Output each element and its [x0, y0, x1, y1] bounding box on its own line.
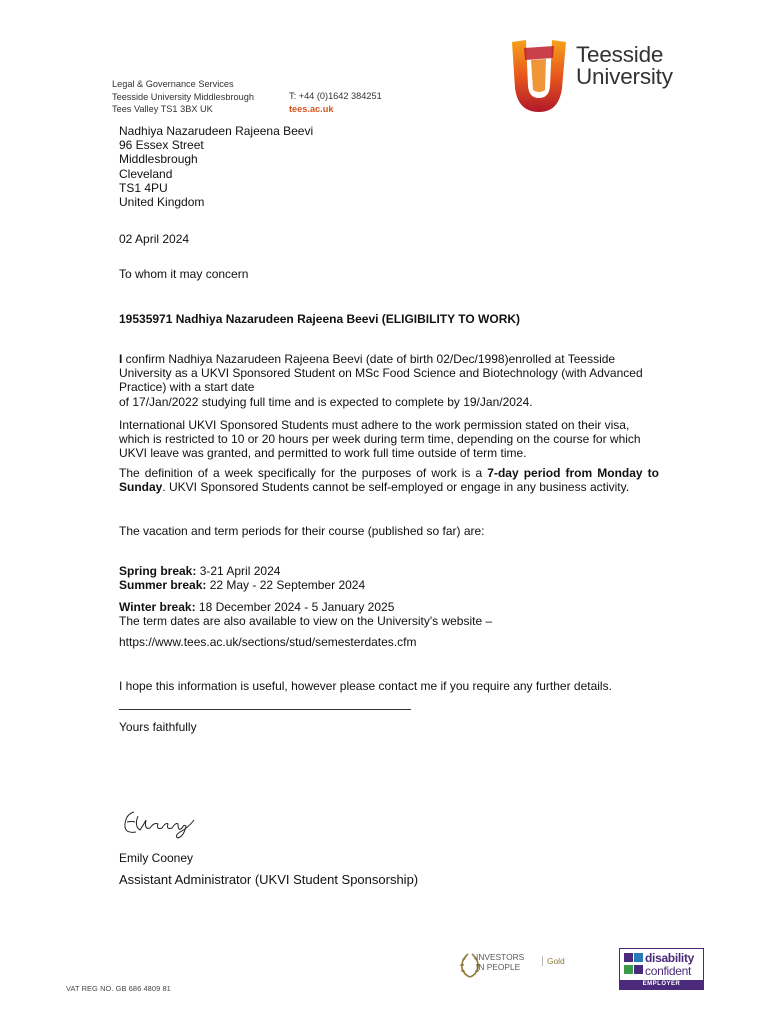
phone-number: T: +44 (0)1642 384251 [289, 91, 382, 101]
summer-break [119, 578, 659, 592]
vat-number: VAT REG NO. GB 686 4809 81 [66, 984, 171, 993]
dc-square-icon [634, 953, 643, 962]
winter-break [119, 600, 659, 614]
disability-confident-logo [619, 948, 704, 990]
break-value: 22 May - 22 September 2024 [206, 578, 366, 592]
address-line: Cleveland [119, 166, 173, 181]
break-value: 18 December 2024 - 5 January 2025 [195, 600, 395, 614]
sender-line: Legal & Governance Services [112, 79, 234, 89]
paragraph-text: confirm Nadhiya Nazarudeen Rajeena Beevi (date of birth 02/Dec/1998)enrolled at Teesside University as a UKVI Sponsored Student on MSc Food Science and Biotechnology (with Advanced Practice) with a start date [119, 352, 643, 395]
investors-in-people-text [476, 952, 524, 972]
recipient-address [119, 124, 313, 209]
address-line: 96 Essex Street [119, 138, 204, 153]
week-definition-paragraph [119, 466, 659, 494]
sign-off: Yours faithfully [119, 720, 197, 734]
bold-text: 7-day period from Monday to Sunday [119, 466, 659, 495]
address-line: Nadhiya Nazarudeen Rajeena Beevi [119, 124, 314, 138]
confirmation-paragraph [119, 352, 659, 395]
logo-line: Teesside [576, 42, 664, 67]
term-dates-text: The term dates are also available to view on the University's website – [119, 614, 493, 628]
break-label: Winter break: [119, 600, 196, 614]
break-value: 3-21 April 2024 [196, 564, 281, 578]
iip-line: INVESTORS [476, 952, 525, 962]
logo-wordmark [576, 44, 673, 88]
closing-paragraph: I hope this information is useful, however please contact me if you require any further details. [119, 679, 612, 693]
address-line: Middlesbrough [119, 152, 198, 167]
confirmation-dates: of 17/Jan/2022 studying full time and is expected to complete by 19/Jan/2024. [119, 395, 533, 409]
website-link[interactable]: tees.ac.uk [289, 103, 334, 114]
address-line: TS1 4PU [119, 180, 168, 195]
sender-line: Tees Valley TS1 3BX UK [112, 104, 213, 114]
paragraph-text: . UKVI Sponsored Students cannot be self-employed or engage in any business activity. [162, 480, 630, 495]
letter-date: 02 April 2024 [119, 232, 190, 246]
sender-line: Teesside University Middlesbrough [112, 91, 254, 102]
handwritten-signature [120, 806, 200, 842]
dc-badge: EMPLOYER [620, 980, 703, 989]
logo-line: University [576, 64, 673, 89]
signatory-name: Emily Cooney [119, 851, 194, 865]
signatory-title: Assistant Administrator (UKVI Student Sponsorship) [119, 872, 419, 887]
divider [119, 709, 411, 710]
paragraph-lead: I [119, 352, 123, 366]
address-line: United Kingdom [119, 195, 205, 210]
term-dates-url[interactable]: https://www.tees.ac.uk/sections/stud/semesterdates.cfm [119, 635, 417, 649]
dc-square-icon [624, 965, 633, 974]
spring-break [119, 564, 659, 578]
sender-address [112, 78, 254, 116]
dc-square-icon [634, 965, 643, 974]
dc-line: confident [645, 964, 692, 978]
break-label: Spring break: [119, 564, 197, 578]
sender-contact [289, 90, 382, 115]
break-label: Summer break: [119, 578, 207, 592]
dc-line: disability [645, 951, 695, 965]
letter-subject: 19535971 Nadhiya Nazarudeen Rajeena Beevi (ELIGIBILITY TO WORK) [119, 312, 521, 326]
salutation: To whom it may concern [119, 267, 249, 281]
work-permission-paragraph: International UKVI Sponsored Students must adhere to the work permission stated on their visa, which is restricted to 10 or 20 hours per week during term time, depending on the course for which UKVI leave was granted, and permitted to work full time outside of term time. [119, 418, 641, 461]
iip-line: IN PEOPLE [476, 962, 521, 972]
iip-level: Gold [542, 956, 565, 966]
paragraph-text: The definition of a week specifically for the purposes of work is a [119, 466, 488, 480]
dc-square-icon [624, 953, 633, 962]
vacation-intro: The vacation and term periods for their course (published so far) are: [119, 524, 485, 538]
